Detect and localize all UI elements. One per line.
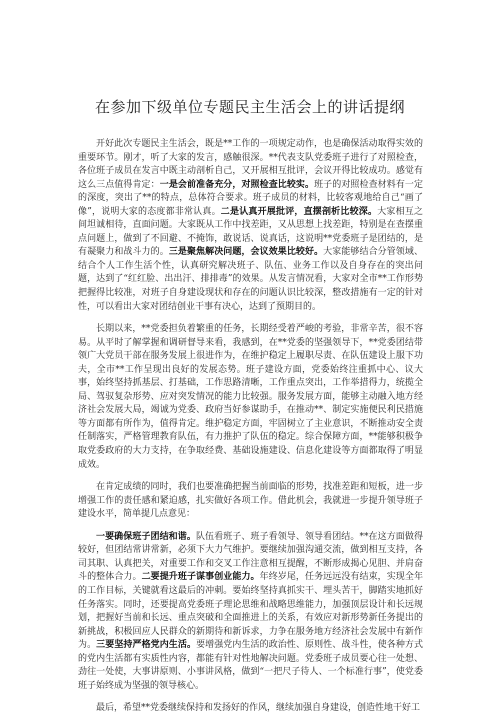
bold-heading-phrase: 三要坚持严格党内生活。 [96,640,197,651]
paragraph-text: 在肯定成绩的同时，我们也要准确把握当前面临的形势，找准差距和短板，进一步增强工作的责任感和紧迫感，扎实做好各项工作。借此机会，我就进一步提升领导班子建设水平，简单提几点意见： [78,482,423,520]
paragraph-text: 大家相互之间坦诚相待，直面问题。大家既从工作中找差距，又从思想上找差距，特别是在查摆重点问题上，做到了不回避、不掩饰，敢说话、说真话，这说明**党委班子是团结的，是有凝聚力和战斗力的。 [78,206,423,258]
paragraph-text: 大家能够结合分管领域、结合个人工作生活个性，认真研究解决班子、队伍、业务工作以及自身存在的突出问题，达到了“红红脸、出出汗、排排毒”的效果。从发言情况看，大家对全市**工作形势把握得比较准，对班子自身建设现状和存在的问题认识比较深，整改措施有一定的针对性，可以看出大家对团结创业干事有决心，达到了预期目的。 [78,247,423,312]
bold-heading-phrase: 二要提升班子谋事创业能力。 [141,572,260,583]
paragraph-text: 最后，希望**党委继续保持和发扬好的作风，继续加强自身建设，创造性地干好工 [96,703,421,714]
paragraph-text: 开好此次专题民主生活会，既是**工作的一项规定动作，也是确保活动取得实效的重要环节。刚才，听了大家的发言，感触很深。**代表支队党委班子进行了对照检查，各位班子成员在发言中既主动剖析自己，又开展相互批评，会议开得比较成功。感觉有这么三点值得肯定： [78,139,423,190]
bold-heading-phrase: 三是聚焦解决问题，会议效果比较好。 [168,247,324,258]
body-paragraph [78,138,423,314]
bold-heading-phrase: 一是会前准备充分，对照检查比较实。 [159,179,315,190]
paragraph-text: 长期以来，**党委担负着繁重的任务，长期经受着严峻的考验，非常辛苦，很不容易。从平时了解掌握和调研督导来看，我感到，在**党委的坚强领导下，**党委团结带领广大党员干部在服务发展上很进作为，在维护稳定上履职尽责、在队伍建设上服下功夫，全市**工作呈现出良好的发展态势。班子建设方面，党委始终注重抓中心、议大事，始终坚持抓基层、打基础，工作思路清晰，工作重点突出，工作举措得力，统揽全局、驾驭复杂形势、应对突发情况的能力比较强。服务发展方面，能够主动融入地方经济社会发展大局，竭诚为党委、政府当好参谋助手，在推动**、制定实施便民利民措施等方面都有所作为，值得肯定。维护稳定方面，牢固树立了主业意识，不断推动安全责任制落实，严格管理教育队伍，有力推护了队伍的稳定。综合保障方面，**能够积极争取党委政府的大力支持，在争取经费、基础设施建设、信息化建设等方面都取得了明显成效。 [78,324,423,470]
paragraph-text: 班子的对照检查材料有一定的深度，突出了**的特点，总体符合要求。班子成员的材料，比较客观地给自己“画了像”，说明大家的态度都非常认真。 [78,179,423,217]
body-paragraph [78,702,423,716]
paragraph-text: 队伍看班子、班子看领导、领导看团结。**在这方面做得较好，但团结常讲常新，必须下大力气维护。要继续加强沟通交流，做到相互支持，各司其职、认真把关，对重要工作和交叉工作注意相互提醒，不断形成揭心见胆、并肩奋斗的整体合力。 [78,531,423,583]
body-paragraph [78,481,423,522]
document-body [78,138,423,725]
bold-heading-phrase: 一要确保班子团结和谐。 [96,531,196,542]
body-paragraph [78,323,423,472]
document-title: 在参加下级单位专题民主生活会上的讲话提纲 [94,98,405,116]
paragraph-text: 年终岁尾，任务远远没有结束，实现全年的工作目标，关键就看这最后的冲刺。要始终坚持真抓实干、埋头苦干，脚踏实地抓好任务落实。同时，还要提高党委班子理论思维和战略思维能力，加强顶层设计和长远规划，把握好当前和长远、重点突破和全面推进上的关系，有效应对新形势新任务提出的新挑战，积极回应人民群众的新期待和新诉求，力争在服务地方经济社会发展中有新作为。 [78,572,423,651]
body-paragraph [78,531,423,694]
bold-heading-phrase: 二是认真开展批评，直摆剖析比较深。 [220,206,378,217]
paragraph-text: 要增强党内生活的政治性、原则性、战斗性，使各种方式的党内生活都有实质性内容，都能有针对性地解决问题。党委班子成员要心往一处想、劲往一处使，大事讲原则、小事讲风格，做到“一把尺子待人、一个标准行事”，使党委班子始终成为坚强的领导核心。 [78,640,423,691]
